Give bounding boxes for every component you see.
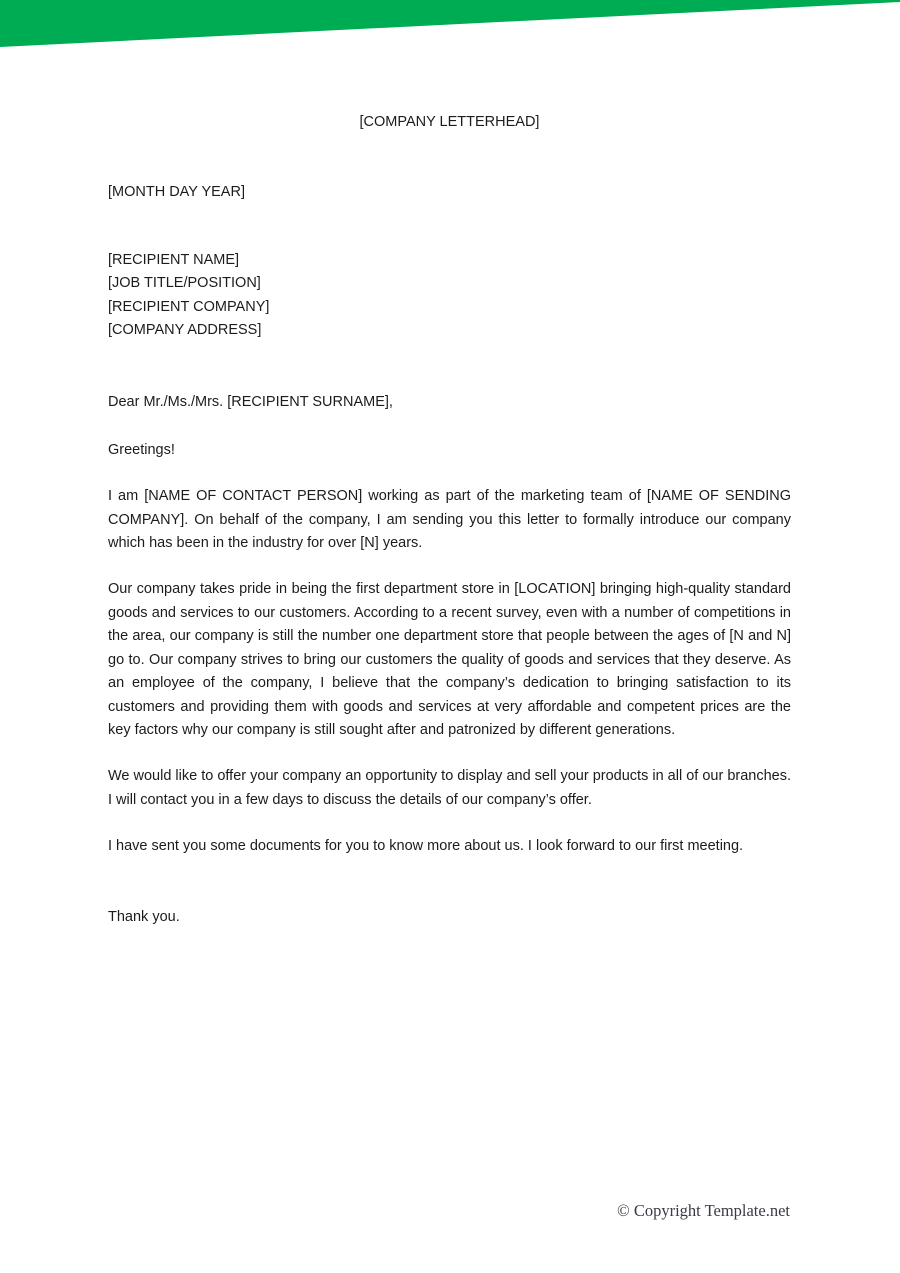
recipient-company-address: [COMPANY ADDRESS]	[108, 322, 262, 339]
paragraph-company-background: Our company takes pride in being the first department store in [LOCATION] bringing high-quality standard goods and services to our customers. According to a recent survey, even with a number of competitions in the area, our company is still the number one department store that people between the ages of [N and N] go to. Our company strives to bring our customers the quality of goods and services that they deserve. As an employee of the company, I believe that the company’s dedication to bringing satisfaction to its customers and providing them with goods and services at very affordable and competent prices are the key factors why our company is still sought after and patronized by different generations.	[108, 581, 791, 738]
copyright-footer: © Copyright Template.net	[617, 1201, 790, 1220]
recipient-company: [RECIPIENT COMPANY]	[108, 298, 270, 315]
date-line: [MONTH DAY YEAR]	[108, 184, 245, 201]
closing: Thank you.	[108, 908, 180, 925]
recipient-block	[108, 249, 791, 343]
recipient-job-title: [JOB TITLE/POSITION]	[108, 275, 261, 292]
letterhead-title: [COMPANY LETTERHEAD]	[359, 114, 540, 130]
salutation: Dear Mr./Ms./Mrs. [RECIPIENT SURNAME],	[108, 394, 393, 411]
greeting: Greetings!	[108, 441, 175, 458]
letter-content	[108, 0, 791, 929]
paragraph-introduction: I am [NAME OF CONTACT PERSON] working as part of the marketing team of [NAME OF SENDING COMPANY]. On behalf of the company, I am sending you this letter to formally introduce our company which has been in the industry for over [N] years.	[108, 488, 791, 552]
paragraph-documents-sent: I have sent you some documents for you to know more about us. I look forward to our first meeting.	[108, 838, 744, 855]
recipient-name: [RECIPIENT NAME]	[108, 251, 240, 268]
paragraph-offer: We would like to offer your company an opportunity to display and sell your products in all of our branches. I will contact you in a few days to discuss the details of our company’s offer.	[108, 768, 791, 808]
